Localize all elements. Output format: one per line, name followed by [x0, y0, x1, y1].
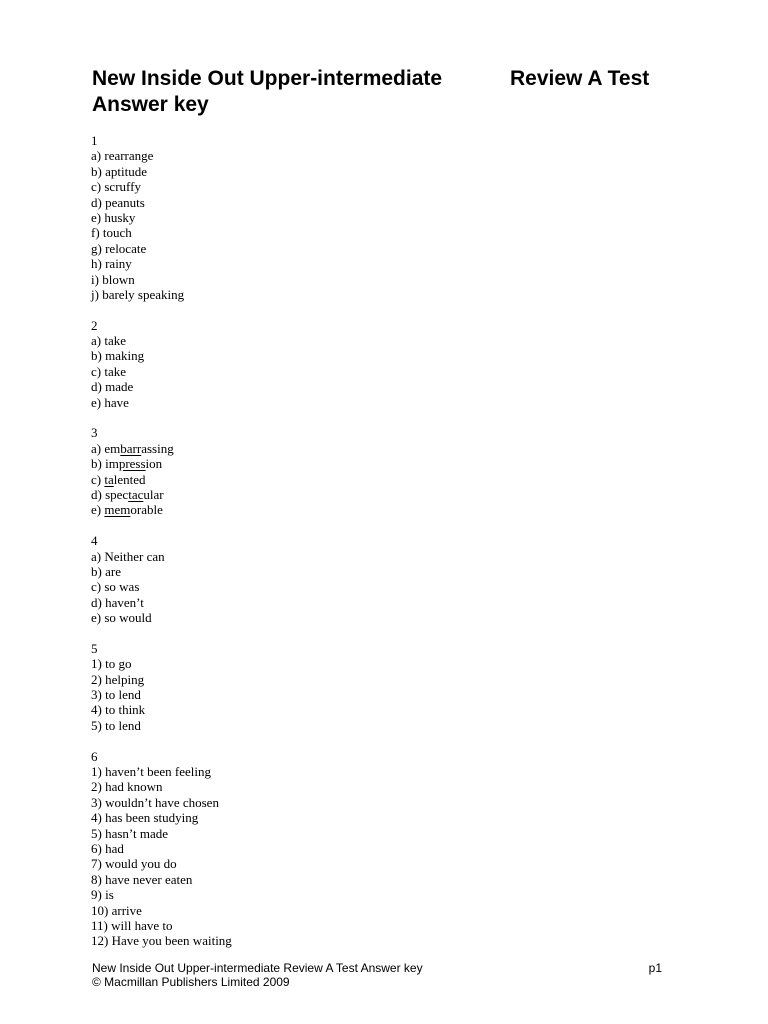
title-right: Review A Test [510, 67, 650, 90]
page-number: p1 [648, 961, 662, 975]
footer-title: New Inside Out Upper-intermediate Review A Test Answer key [92, 961, 423, 975]
item-label: 7) [91, 856, 102, 872]
item-label: d) [91, 379, 102, 395]
item-label: i) [91, 271, 99, 287]
answer-item [91, 903, 691, 918]
item-label: 8) [91, 871, 102, 887]
item-label: e) [91, 502, 102, 518]
item-label: e) [91, 610, 102, 626]
word-suffix: ular [143, 486, 164, 502]
answer-section [91, 318, 691, 410]
item-label: 1) [91, 764, 102, 780]
word-prefix: em [104, 440, 121, 456]
item-answer: Have you been waiting [111, 933, 232, 949]
item-answer: have never eaten [105, 871, 193, 887]
item-answer: to lend [105, 687, 141, 703]
answer-list [91, 133, 691, 949]
item-answer: made [105, 379, 134, 395]
answer-item [91, 579, 691, 594]
item-answer: to go [105, 656, 132, 672]
answer-item [91, 933, 691, 948]
answer-item [91, 502, 691, 517]
item-label: 9) [91, 887, 102, 903]
answer-item [91, 779, 691, 794]
item-answer: are [105, 563, 121, 579]
item-label: 6) [91, 840, 102, 856]
stressed-syllable: barr [120, 440, 142, 456]
item-answer: wouldn’t have chosen [105, 794, 219, 810]
item-label: b) [91, 348, 102, 364]
answer-item [91, 241, 691, 256]
word-prefix: spec [105, 486, 129, 502]
answer-item [91, 887, 691, 902]
item-answer: scruffy [104, 179, 141, 195]
answer-item [91, 256, 691, 271]
item-label: d) [91, 486, 102, 502]
answer-item [91, 595, 691, 610]
title-subtitle: Answer key [92, 93, 209, 116]
item-label: a) [91, 548, 102, 564]
answer-item [91, 441, 691, 456]
answer-item [91, 487, 691, 502]
item-answer: aptitude [105, 163, 147, 179]
answer-item [91, 764, 691, 779]
answer-item [91, 164, 691, 179]
item-answer: take [104, 363, 127, 379]
word-prefix: im [105, 456, 119, 472]
item-answer: husky [104, 209, 136, 225]
page-footer [92, 962, 662, 989]
stressed-syllable: press [118, 456, 146, 472]
copyright: © Macmillan Publishers Limited 2009 [92, 974, 290, 989]
item-answer: haven’t been feeling [105, 764, 211, 780]
item-answer: hasn’t made [105, 825, 169, 841]
item-label: j) [91, 286, 99, 302]
item-label: h) [91, 256, 102, 272]
section-number: 2 [91, 317, 98, 333]
word-suffix: lented [113, 471, 146, 487]
item-label: d) [91, 194, 102, 210]
item-label: a) [91, 333, 102, 349]
section-number: 3 [91, 425, 98, 441]
item-label: 4) [91, 702, 102, 718]
item-label: b) [91, 163, 102, 179]
answer-item [91, 195, 691, 210]
item-label: 2) [91, 779, 102, 795]
item-label: 5) [91, 825, 102, 841]
answer-item [91, 333, 691, 348]
section-number: 6 [91, 748, 98, 764]
answer-item [91, 810, 691, 825]
item-label: d) [91, 594, 102, 610]
item-label: c) [91, 471, 102, 487]
answer-item [91, 687, 691, 702]
item-answer: had known [105, 779, 163, 795]
answer-item [91, 826, 691, 841]
item-answer: so was [104, 579, 140, 595]
item-answer: making [105, 348, 145, 364]
item-label: e) [91, 209, 102, 225]
stressed-syllable: mem [104, 502, 131, 518]
item-answer: helping [105, 671, 145, 687]
item-answer: would you do [105, 856, 177, 872]
answer-item [91, 472, 691, 487]
answer-item [91, 702, 691, 717]
answer-section [91, 425, 691, 517]
item-label: c) [91, 179, 102, 195]
section-number: 5 [91, 640, 98, 656]
word-suffix: ion [145, 456, 163, 472]
answer-item [91, 148, 691, 163]
answer-item [91, 179, 691, 194]
answer-item [91, 856, 691, 871]
item-label: c) [91, 579, 102, 595]
answer-item [91, 672, 691, 687]
answer-item [91, 656, 691, 671]
answer-item [91, 210, 691, 225]
answer-item [91, 456, 691, 471]
item-answer: arrive [111, 902, 142, 918]
answer-section [91, 641, 691, 733]
section-number: 1 [91, 133, 98, 148]
answer-item [91, 918, 691, 933]
answer-item [91, 348, 691, 363]
item-label: 5) [91, 717, 102, 733]
item-label: 3) [91, 794, 102, 810]
answer-item [91, 379, 691, 394]
item-answer: touch [102, 225, 132, 241]
answer-item [91, 610, 691, 625]
item-answer: had [105, 840, 124, 856]
item-answer: peanuts [105, 194, 145, 210]
stressed-syllable: ta [104, 471, 114, 487]
item-answer: to think [105, 702, 146, 718]
item-answer: so would [104, 610, 152, 626]
title-left: New Inside Out Upper-intermediate [92, 67, 443, 90]
item-answer: barely speaking [102, 286, 185, 302]
answer-item [91, 364, 691, 379]
item-answer: take [104, 333, 127, 349]
item-label: a) [91, 440, 102, 456]
item-answer: to lend [105, 717, 141, 733]
item-label: 10) [91, 902, 109, 918]
item-label: e) [91, 394, 102, 410]
stressed-syllable: tac [128, 486, 144, 502]
item-label: 4) [91, 810, 102, 826]
answer-section [91, 133, 691, 302]
answer-item [91, 795, 691, 810]
answer-section [91, 533, 691, 625]
document-title [92, 66, 692, 118]
item-answer: relocate [105, 240, 147, 256]
answer-section [91, 749, 691, 949]
item-answer: haven’t [105, 594, 144, 610]
item-label: a) [91, 148, 102, 164]
item-label: 1) [91, 656, 102, 672]
answer-item [91, 872, 691, 887]
item-label: c) [91, 363, 102, 379]
item-answer: is [105, 887, 114, 903]
item-answer: blown [102, 271, 135, 287]
item-label: 12) [91, 933, 109, 949]
item-label: 3) [91, 687, 102, 703]
section-number: 4 [91, 533, 98, 549]
item-answer: rearrange [104, 148, 154, 164]
word-suffix: orable [130, 502, 163, 518]
item-label: b) [91, 456, 102, 472]
answer-item [91, 272, 691, 287]
answer-item [91, 287, 691, 302]
item-answer: will have to [111, 917, 173, 933]
item-label: f) [91, 225, 100, 241]
item-answer: Neither can [104, 548, 165, 564]
item-answer: rainy [105, 256, 132, 272]
item-label: 2) [91, 671, 102, 687]
word-suffix: assing [141, 440, 174, 456]
answer-item [91, 549, 691, 564]
answer-item [91, 395, 691, 410]
item-label: g) [91, 240, 102, 256]
answer-item [91, 225, 691, 240]
item-label: b) [91, 563, 102, 579]
answer-item [91, 718, 691, 733]
item-answer: have [104, 394, 129, 410]
item-answer: has been studying [105, 810, 199, 826]
answer-item [91, 841, 691, 856]
item-label: 11) [91, 917, 108, 933]
answer-item [91, 564, 691, 579]
